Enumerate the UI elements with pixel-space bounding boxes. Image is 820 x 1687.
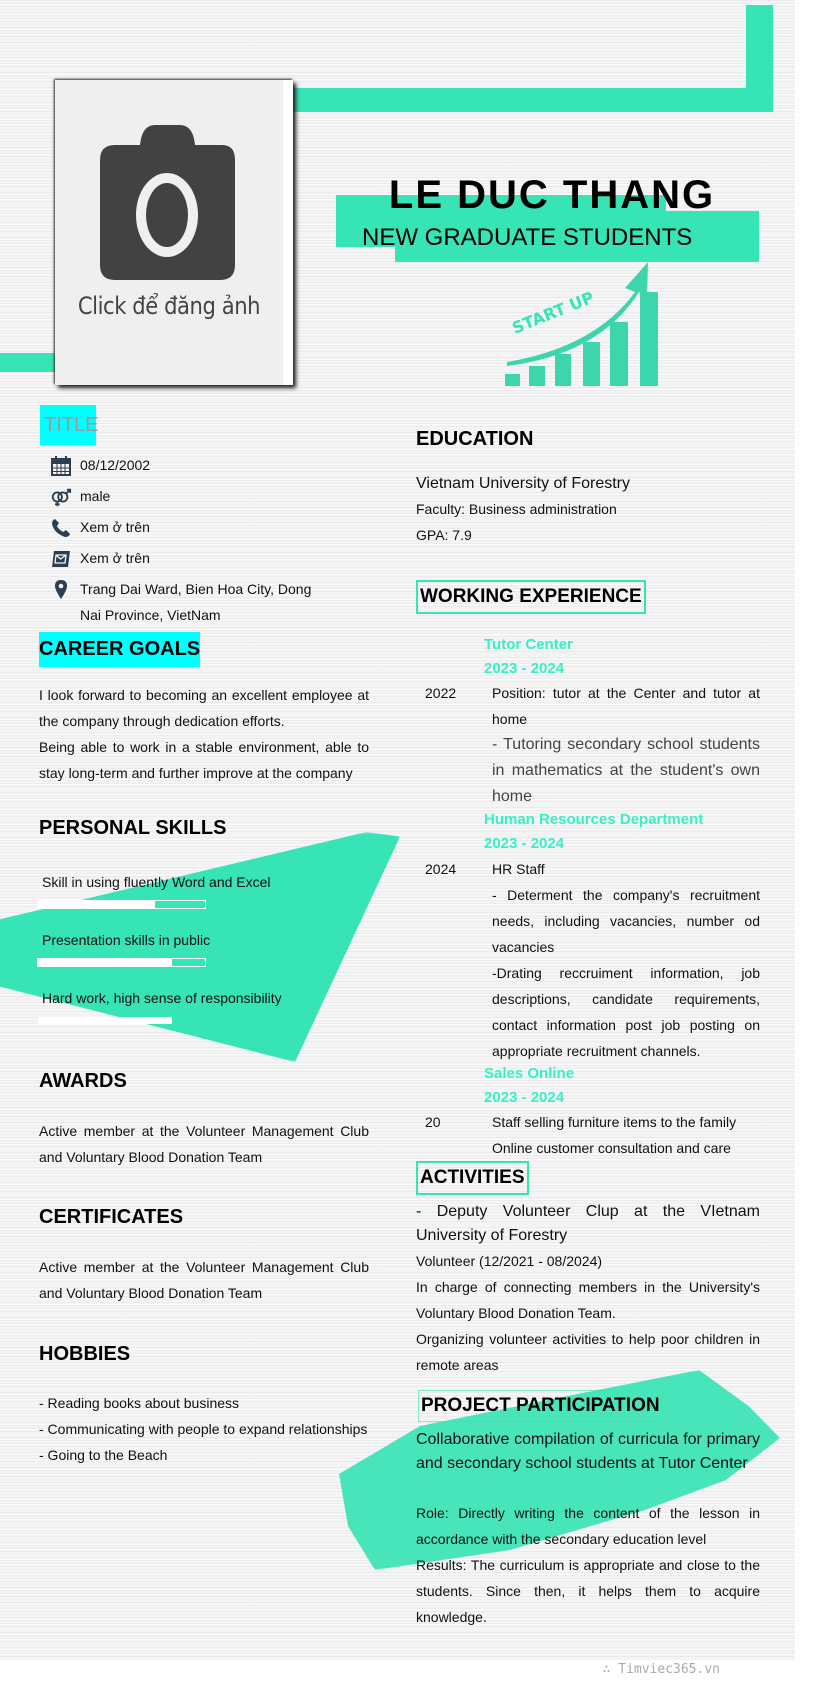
- education-gpa: GPA: 7.9: [416, 527, 472, 543]
- job-position: HR Staff: [492, 861, 545, 877]
- gender-icon: [50, 486, 72, 508]
- calendar-icon: [50, 455, 72, 477]
- job-period: 2023 - 2024: [484, 1089, 565, 1106]
- avatar-upload[interactable]: [55, 80, 293, 385]
- personal-skills-heading: PERSONAL SKILLS: [39, 817, 227, 839]
- hobbies-list: [39, 1390, 379, 1468]
- education-school: Vietnam University of Forestry: [416, 475, 630, 492]
- job-description: - Tutoring secondary school students in mathematics at the student's own home: [492, 736, 760, 805]
- job-period: 2023 - 2024: [484, 660, 565, 677]
- skill-bar-fill: [38, 959, 172, 966]
- job-year: 20: [425, 1114, 441, 1130]
- working-experience-heading: WORKING EXPERIENCE: [416, 580, 646, 614]
- title-placeholder[interactable]: TITLE: [40, 405, 96, 445]
- envelope-icon: [50, 548, 72, 570]
- awards-text: Active member at the Volunteer Management Club and Voluntary Blood Donation Team: [39, 1123, 369, 1165]
- activity-description: Organizing volunteer activities to help poor children in remote areas: [416, 1331, 760, 1373]
- job-year: 2024: [425, 861, 457, 877]
- project-results: Results: The curriculum is appropriate and close to the students. Since then, it helps them to acquire knowledge.: [416, 1557, 760, 1625]
- career-goals-heading: CAREER GOALS: [39, 632, 200, 667]
- skill-label: Hard work, high sense of responsibility: [42, 990, 282, 1006]
- email-value: Xem ở trên: [80, 550, 150, 566]
- activity-title: - Deputy Volunteer Clup at the VIetnam University of Forestry: [416, 1203, 760, 1244]
- job-company: Sales Online: [484, 1065, 575, 1082]
- job-description: -Drating reccruiment information, job descriptions, candidate requirements, contact information post job posting on appropriate recruitment channels.: [492, 965, 760, 1059]
- certificates-text: Active member at the Volunteer Management Club and Voluntary Blood Donation Team: [39, 1259, 369, 1301]
- job-company: Human Resources Department: [484, 811, 704, 828]
- decor-left-bar: [0, 353, 55, 372]
- education-faculty: Faculty: Business administration: [416, 501, 617, 517]
- birthday-value: 08/12/2002: [80, 457, 151, 473]
- job-position: Position: tutor at the Center and tutor at home: [492, 685, 760, 727]
- job-details: [492, 1109, 760, 1161]
- project-title: Collaborative compilation of curricula for primary and secondary school students at Tutor Center: [416, 1431, 760, 1472]
- job-description: Online customer consultation and care: [492, 1140, 731, 1156]
- camera-icon: [100, 125, 235, 280]
- candidate-subtitle: NEW GRADUATE STUDENTS: [362, 224, 693, 251]
- job-details: [492, 856, 760, 1064]
- job-period: 2023 - 2024: [484, 835, 565, 852]
- location-pin-icon: [50, 579, 72, 601]
- skill-bar-fill: [38, 1017, 172, 1024]
- phone-icon: [50, 517, 72, 539]
- project-participation-heading: PROJECT PARTICIPATION: [418, 1390, 663, 1422]
- education-heading: EDUCATION: [416, 428, 534, 450]
- watermark: ∴ Timviec365.vn: [602, 1662, 720, 1677]
- skill-label: Presentation skills in public: [42, 932, 211, 948]
- hobby-item: - Going to the Beach: [39, 1447, 168, 1463]
- startup-growth-icon: [505, 262, 670, 387]
- career-goals-text: [39, 682, 369, 786]
- address-line-2: Nai Province, VietNam: [80, 607, 221, 623]
- svg-text:START UP: START UP: [509, 287, 597, 338]
- activity-description: In charge of connecting members in the University's Voluntary Blood Donation Team.: [416, 1279, 760, 1321]
- career-goal-1: I look forward to becoming an excellent employee at the company through dedication efforts.: [39, 687, 369, 729]
- skill-bar: [37, 900, 206, 909]
- hobby-item: - Communicating with people to expand relationships: [39, 1421, 368, 1437]
- awards-heading: AWARDS: [39, 1070, 127, 1092]
- project-role: Role: Directly writing the content of the lesson in accordance with the secondary education level: [416, 1505, 760, 1547]
- job-year: 2022: [425, 685, 457, 701]
- decor-frame-horizontal: [293, 88, 773, 112]
- hobbies-heading: HOBBIES: [39, 1343, 131, 1365]
- photo-upload-label[interactable]: Click để đăng ảnh: [77, 292, 261, 320]
- project-details: [416, 1500, 760, 1630]
- candidate-name: LE DUC THANG: [388, 173, 716, 217]
- gender-value: male: [80, 488, 111, 504]
- job-details: [492, 680, 760, 810]
- phone-value: Xem ở trên: [80, 519, 150, 535]
- skill-label: Skill in using fluently Word and Excel: [42, 874, 271, 890]
- skill-bar-fill: [38, 901, 155, 908]
- job-company: Tutor Center: [484, 636, 573, 653]
- address-line-1: Trang Dai Ward, Bien Hoa City, Dong: [80, 581, 312, 597]
- hobby-item: - Reading books about business: [39, 1395, 240, 1411]
- activity-role: Volunteer (12/2021 - 08/2024): [416, 1253, 603, 1269]
- career-goal-2: Being able to work in a stable environment, able to stay long-term and further improve at the company: [39, 739, 369, 781]
- activities-heading: ACTIVITIES: [416, 1161, 529, 1195]
- skill-bar: [37, 958, 206, 967]
- skill-bar: [37, 1016, 206, 1025]
- certificates-heading: CERTIFICATES: [39, 1206, 184, 1228]
- job-position: Staff selling furniture items to the family: [492, 1114, 737, 1130]
- job-description: - Determent the company's recruitment needs, including vacancies, number od vacancies: [492, 887, 760, 955]
- activity-details: [416, 1248, 760, 1378]
